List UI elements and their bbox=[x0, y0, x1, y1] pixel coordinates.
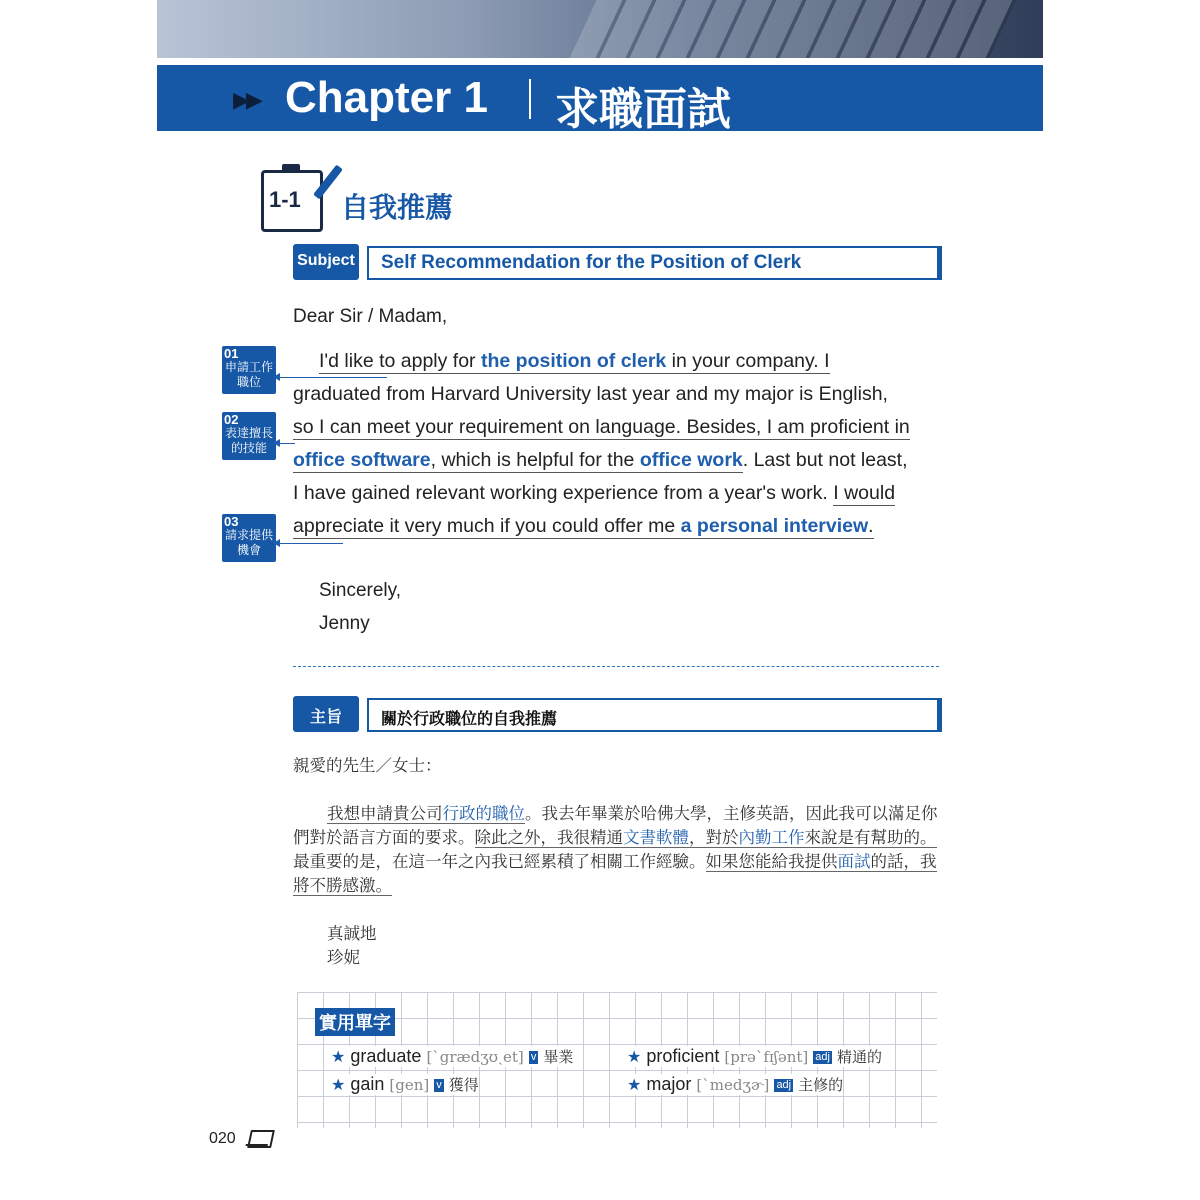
translation-closing: 真誠地 bbox=[327, 924, 377, 943]
translation-line-2: 們對於語言方面的要求。除此之外，我很精通文書軟體，對於內勤工作來說是有幫助的。 bbox=[293, 828, 937, 847]
translation-greeting: 親愛的先生／女士： bbox=[293, 756, 442, 775]
gist-label: ★★★ 主旨 bbox=[293, 696, 359, 732]
letter-line-1: I'd like to apply for the position of clerk in your company. I bbox=[319, 350, 830, 372]
translation-signature: 珍妮 bbox=[327, 948, 360, 967]
keyboard-image bbox=[569, 0, 1016, 58]
marker-01-arrow bbox=[279, 377, 387, 378]
subject-title-bar bbox=[367, 246, 942, 280]
section-number-badge bbox=[261, 170, 323, 232]
letter-line-5: I have gained relevant working experience from a year's work. I would bbox=[293, 482, 896, 504]
translation-line-1: 我想申請貴公司行政的職位。我去年畢業於哈佛大學，主修英語，因此我可以滿足你 bbox=[327, 804, 938, 823]
letter-line-6: appreciate it very much if you could offer me a personal interview. bbox=[293, 515, 874, 537]
dashed-divider bbox=[293, 666, 939, 667]
subject-text: Self Recommendation for the Position of Clerk bbox=[381, 252, 802, 273]
gist-text: 關於行政職位的自我推薦 bbox=[381, 709, 558, 728]
chapter-banner bbox=[157, 62, 1043, 135]
header-photo bbox=[157, 0, 1043, 58]
stars-icon: ★★★ bbox=[295, 688, 319, 699]
letter-signature: Jenny bbox=[319, 613, 370, 634]
vocabulary-box bbox=[297, 992, 937, 1128]
section-number: 1-1 bbox=[269, 187, 301, 212]
chapter-separator bbox=[529, 79, 531, 119]
stars-icon: ★★★ bbox=[295, 236, 319, 247]
star-icon: ★ bbox=[331, 1077, 346, 1094]
vocabulary-title: 實用單字 bbox=[315, 1008, 395, 1036]
star-icon: ★ bbox=[331, 1049, 346, 1066]
chapter-zh-title: 求職面試 bbox=[555, 84, 731, 135]
vocab-item-gain: ★ gain [gen] v 獲得 bbox=[331, 1074, 479, 1094]
marker-01: 01 申請工作 職位 bbox=[222, 346, 276, 394]
vocab-item-graduate: ★ graduate [ˋgrædʒʊˏet] v 畢業 bbox=[331, 1046, 574, 1066]
book-icon bbox=[247, 1130, 275, 1148]
marker-02: 02 表達擅長 的技能 bbox=[222, 412, 276, 460]
marker-02-arrow bbox=[279, 443, 295, 444]
section-title: 自我推薦 bbox=[341, 191, 454, 224]
clipboard-clip-icon bbox=[282, 164, 300, 172]
letter-greeting: Dear Sir / Madam, bbox=[293, 306, 448, 327]
star-icon: ★ bbox=[627, 1077, 642, 1094]
translation-line-3: 最重要的是，在這一年之內我已經累積了相關工作經驗。如果您能給我提供面試的話，我 bbox=[293, 852, 937, 871]
letter-line-2: graduated from Harvard University last year and my major is English, bbox=[293, 383, 888, 405]
letter-line-3: so I can meet your requirement on language. Besides, I am proficient in bbox=[293, 416, 910, 438]
vocab-item-major: ★ major [ˋmedʒɚ] adj 主修的 bbox=[627, 1074, 844, 1094]
double-arrow-icon: ▶▶ bbox=[233, 87, 259, 112]
translation-line-4: 將不勝感激。 bbox=[293, 876, 392, 895]
gist-title-bar bbox=[367, 698, 942, 732]
marker-03-arrow bbox=[279, 543, 343, 544]
letter-closing: Sincerely, bbox=[319, 580, 402, 601]
book-page bbox=[157, 0, 1043, 1200]
subject-label: ★★★ Subject bbox=[293, 244, 359, 280]
page-number: 020 bbox=[209, 1130, 236, 1147]
letter-line-4: office software, which is helpful for the office work. Last but not least, bbox=[293, 449, 908, 471]
vocab-item-proficient: ★ proficient [prəˋfɪʃənt] adj 精通的 bbox=[627, 1046, 882, 1066]
star-icon: ★ bbox=[627, 1049, 642, 1066]
marker-03: 03 請求提供 機會 bbox=[222, 514, 276, 562]
chapter-title: Chapter 1 bbox=[285, 73, 488, 122]
